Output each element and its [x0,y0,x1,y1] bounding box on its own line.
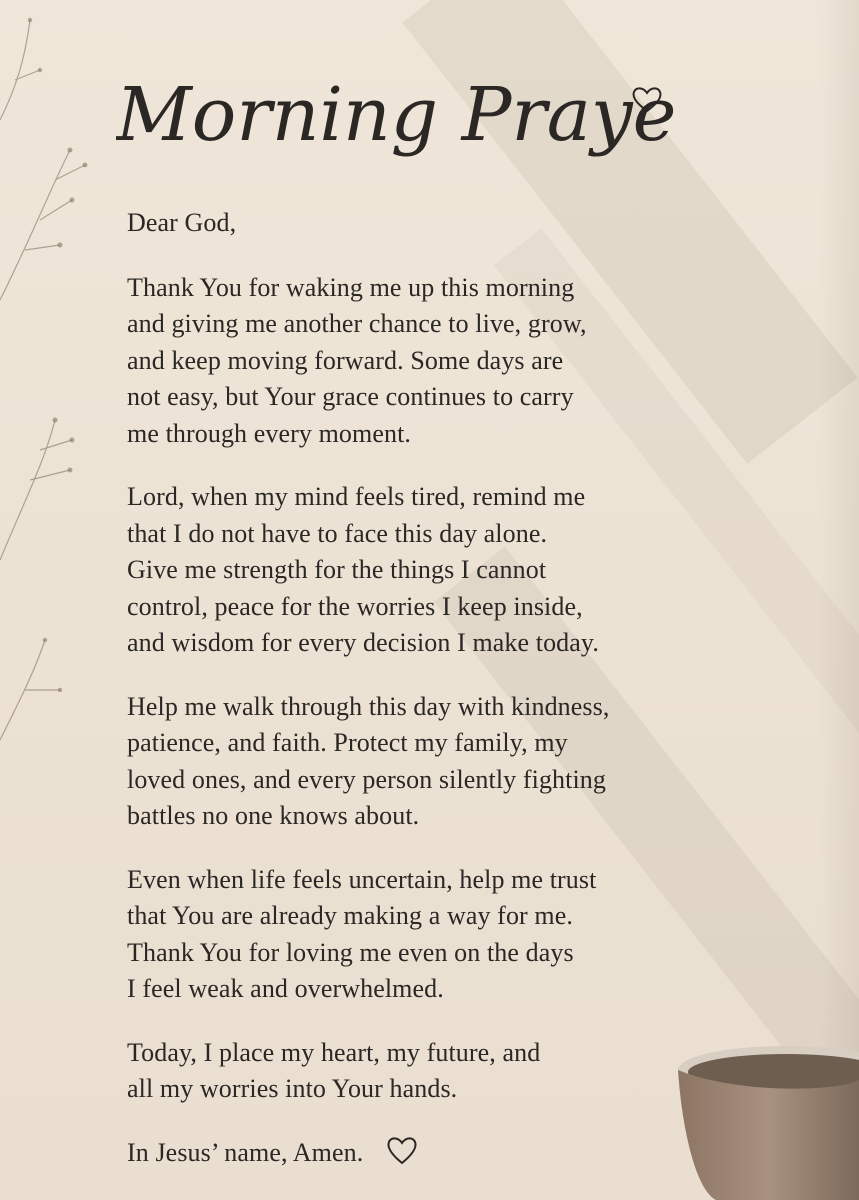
coffee-cup-decoration [676,1040,859,1200]
title-text: Morning Prayer [116,72,676,158]
page-title [116,40,676,190]
dried-flower-branches [0,0,120,800]
paragraph: Even when life feels uncertain, help me trust that You are already making a way for me. Thank You for loving me even on the days I feel weak and overwhelmed. [127,864,597,1003]
paragraph: Help me walk through this day with kindness, patience, and faith. Protect my family, my loved ones, and every person silently fighting battles no one knows about. [127,691,610,830]
prayer-letter [127,205,767,1171]
heart-outline-icon [630,84,664,114]
paragraph: Today, I place my heart, my future, and all my worries into Your hands. [127,1037,541,1103]
closing-text: In Jesus’ name, Amen. [127,1137,364,1167]
greeting: Dear God, [127,208,237,237]
paragraph: Thank You for waking me up this morning and giving me another chance to live, grow, and keep moving forward. Some days are not easy, but Your grace continues to carry me through every moment. [127,272,587,448]
paragraph: Lord, when my mind feels tired, remind me that I do not have to face this day alone. Give me strength for the things I cannot control, peace for the worries I keep inside, and wisdom for every decision I make today. [127,482,599,657]
heart-outline-icon [385,1133,419,1167]
closing-line [127,1135,767,1172]
